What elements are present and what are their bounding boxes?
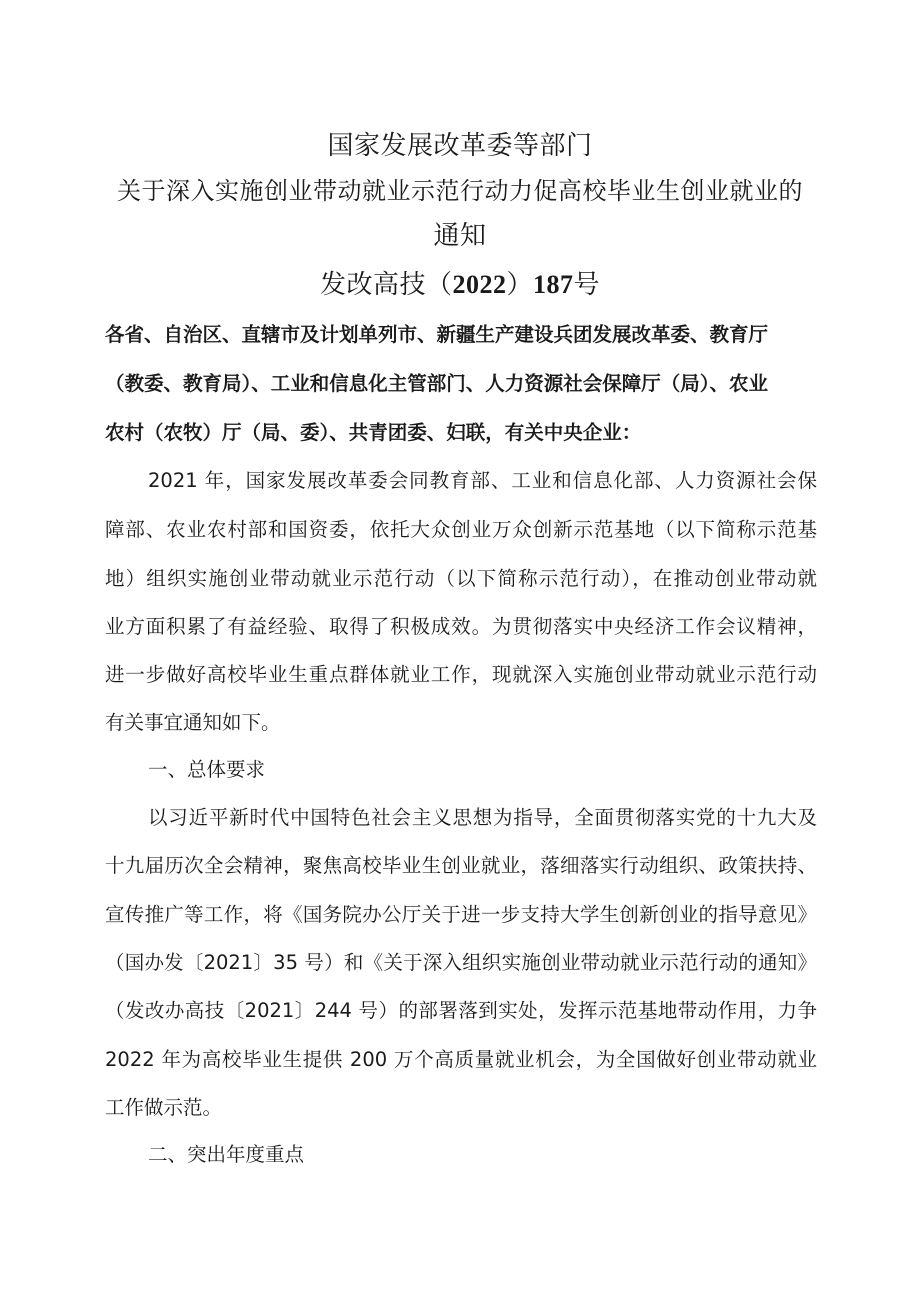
doc-number-prefix: 发改高技（ xyxy=(319,270,453,300)
addressee-line: （教委、教育局）、工业和信息化主管部门、人力资源社会保障厅（局）、农业 xyxy=(105,372,769,395)
section-1-paragraph-line: （国办发〔2021〕35 号）和《关于深入组织实施创业带动就业示范行动的通知》 xyxy=(105,951,817,974)
doc-number-suffix: 号 xyxy=(573,270,601,300)
section-heading-annual-priorities: 二、突出年度重点 xyxy=(148,1143,305,1166)
doc-number-bracket: ） xyxy=(506,270,533,300)
intro-paragraph-line: 进一步做好高校毕业生重点群体就业工作，现就深入实施创业带动就业示范行动 xyxy=(105,663,817,686)
section-1-paragraph-line: 2022 年为高校毕业生提供 200 万个高质量就业机会，为全国做好创业带动就业 xyxy=(105,1048,817,1071)
intro-paragraph-line: 2021 年，国家发展改革委会同教育部、工业和信息化部、人力资源社会保 xyxy=(148,469,817,492)
document-number xyxy=(0,263,920,307)
doc-number-serial: 187 xyxy=(533,270,574,299)
intro-paragraph-line: 有关事宜通知如下。 xyxy=(105,711,281,734)
title-line-subject: 关于深入实施创业带动就业示范行动力促高校毕业生创业就业的 xyxy=(117,177,803,205)
addressee-line: 各省、自治区、直辖市及计划单列市、新疆生产建设兵团发展改革委、教育厅 xyxy=(105,323,769,346)
intro-paragraph-line: 地）组织实施创业带动就业示范行动（以下简称示范行动），在推动创业带动就 xyxy=(105,567,817,590)
section-1-paragraph-line: （发改办高技〔2021〕244 号）的部署落到实处，发挥示范基地带动作用，力争 xyxy=(105,999,817,1022)
addressee-line: 农村（农牧）厅（局、委）、共青团委、妇联，有关中央企业： xyxy=(105,421,642,444)
section-1-paragraph-line: 宣传推广等工作，将《国务院办公厅关于进一步支持大学生创新创业的指导意见》 xyxy=(105,903,817,926)
title-line-notice: 通知 xyxy=(433,221,487,251)
section-1-paragraph-line: 以习近平新时代中国特色社会主义思想为指导，全面贯彻落实党的十九大及 xyxy=(148,806,817,829)
title-line-issuer: 国家发展改革委等部门 xyxy=(327,131,593,161)
intro-paragraph-line: 障部、农业农村部和国资委，依托大众创业万众创新示范基地（以下简称示范基 xyxy=(105,518,817,541)
section-heading-general-requirements: 一、总体要求 xyxy=(148,758,266,781)
section-1-paragraph-line: 工作做示范。 xyxy=(105,1096,223,1119)
intro-paragraph-line: 业方面积累了有益经验、取得了积极成效。为贯彻落实中央经济工作会议精神， xyxy=(105,615,817,638)
section-1-paragraph-line: 十九届历次全会精神，聚焦高校毕业生创业就业，落细落实行动组织、政策扶持、 xyxy=(105,854,817,877)
doc-number-year: 2022 xyxy=(452,270,507,299)
